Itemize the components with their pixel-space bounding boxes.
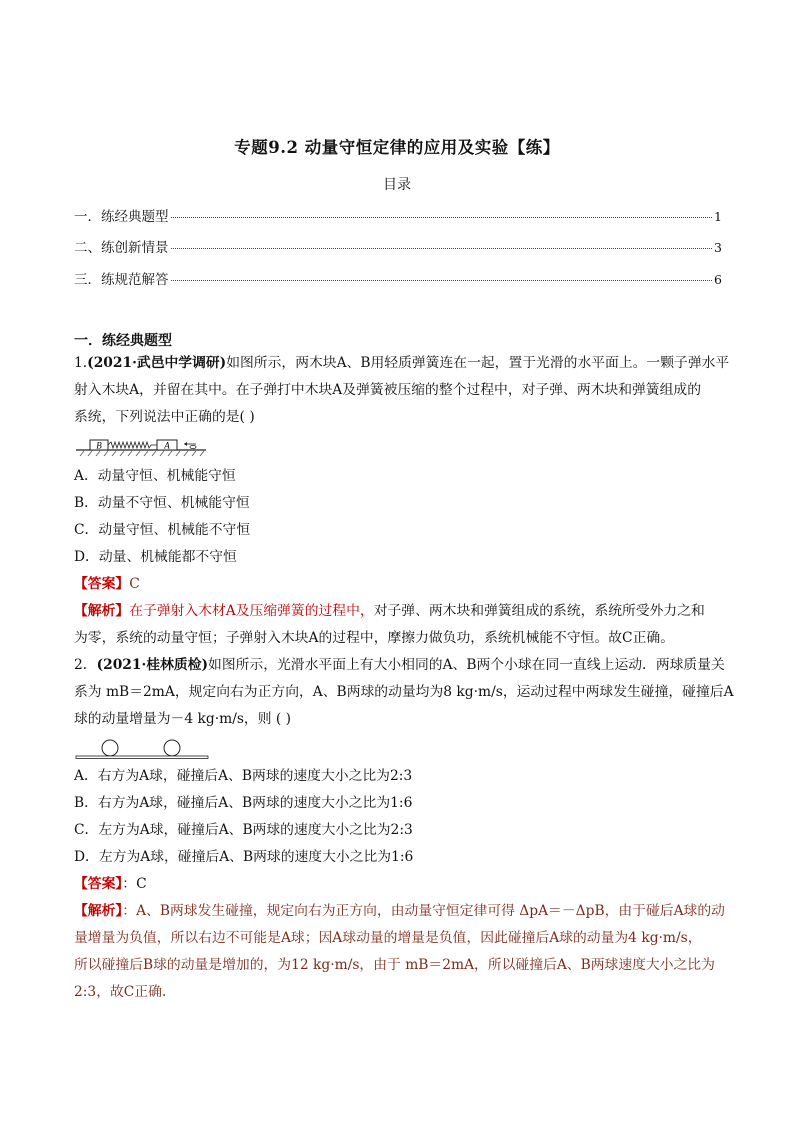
analysis-line: 2:3，故C正确． [74,984,176,1000]
question-source: (2021·武邑中学调研) [87,355,227,371]
toc-leader [171,217,713,218]
analysis-label: 【解析】 [74,603,130,619]
toc-leader [171,248,713,249]
analysis-line [74,599,705,619]
toc-item-page: 6 [714,272,722,287]
option-b[interactable]: B．右方为A球，碰撞后A、B两球的速度大小之比为1:6 [74,795,413,811]
option-c[interactable]: C．动量守恒、机械能不守恒 [74,522,251,538]
toc-item-label: 三．练规范解答 [74,272,169,288]
toc-item-page: 3 [714,240,722,255]
analysis-text: ：A、B两球发生碰撞，规定向右为正方向，由动量守恒定律可得 ΔpA＝－ΔpB，由于碰后A球的动 [122,903,725,919]
toc-item-label: 二、练创新情景 [74,240,169,256]
spring-blocks-figure [74,436,214,458]
analysis-line: 为零，系统的动量守恒；子弹射入木块A的过程中，摩擦力做负功，系统机械能不守恒。故C正确。 [74,630,674,646]
option-a[interactable]: A．动量守恒、机械能守恒 [74,468,236,484]
toc-heading: 目录 [383,177,411,193]
toc-item[interactable] [74,268,722,288]
question-number: 2． [74,657,97,673]
two-balls-figure [74,734,214,764]
option-a[interactable]: A．右方为A球，碰撞后A、B两球的速度大小之比为2:3 [74,768,413,784]
analysis-text: 对子弹、两木块和弹簧组成的系统，系统所受外力之和 [373,603,705,619]
question-stem-line: 系统，下列说法中正确的是( ) [74,409,255,425]
question-stem-line: 球的动量增量为－4 kg·m/s，则 ( ) [74,711,292,727]
page-title: 专题9.2 动量守恒定律的应用及实验【练】 [234,138,560,157]
answer-label: 【答案】 [74,576,130,592]
section-heading: 一．练经典题型 [74,333,172,349]
analysis-label: 【解析】 [74,903,123,919]
analysis-line [74,899,725,919]
option-d[interactable]: D．左方为A球，碰撞后A、B两球的速度大小之比为1:6 [74,849,414,865]
toc-item[interactable] [74,205,722,225]
question-source: (2021·桂林质检) [96,657,209,673]
question-2-line [74,653,725,673]
question-number: 1. [74,355,88,371]
option-d[interactable]: D．动量、机械能都不守恒 [74,549,237,565]
question-stem-line: 系为 mB＝2mA，规定向右为正方向，A、B两球的动量均为8 kg·m/s，运动过程中两球发生碰撞，碰撞后A [74,684,734,700]
answer-label: 【答案】 [74,876,123,892]
toc-item[interactable] [74,236,722,256]
answer-line [74,572,140,592]
block-b-label: B [96,440,102,451]
question-1-line [74,351,729,371]
toc-item-page: 1 [714,209,722,224]
question-stem-line: 射入木块A，并留在其中。在子弹打中木块A及弹簧被压缩的整个过程中，对子弹、两木块和弹簧组成的 [74,382,701,398]
question-stem: 如图所示，两木块A、B用轻质弹簧连在一起，置于光滑的水平面上。一颗子弹水平 [226,355,730,371]
option-b[interactable]: B．动量不守恒、机械能守恒 [74,495,250,511]
analysis-highlight: 在子弹射入木材A及压缩弹簧的过程中， [129,603,374,619]
answer-line [74,872,147,892]
toc-item-label: 一．练经典题型 [74,209,169,225]
question-stem: 如图所示，光滑水平面上有大小相同的A、B两个小球在同一直线上运动．两球质量关 [208,657,725,673]
analysis-line: 量增量为负值，所以右边不可能是A球；因A球动量的增量是负值，因此碰撞后A球的动量为4 kg·m/s， [74,930,702,946]
option-c[interactable]: C．左方为A球，碰撞后A、B两球的速度大小之比为2:3 [74,822,413,838]
answer-value: C [129,576,140,592]
answer-value: ：C [122,876,147,892]
block-a-label: A [164,440,170,451]
analysis-line: 所以碰撞后B球的动量是增加的，为12 kg·m/s，由于 mB＝2mA，所以碰撞后A、B两球速度大小之比为 [74,957,715,973]
toc-leader [171,280,713,281]
